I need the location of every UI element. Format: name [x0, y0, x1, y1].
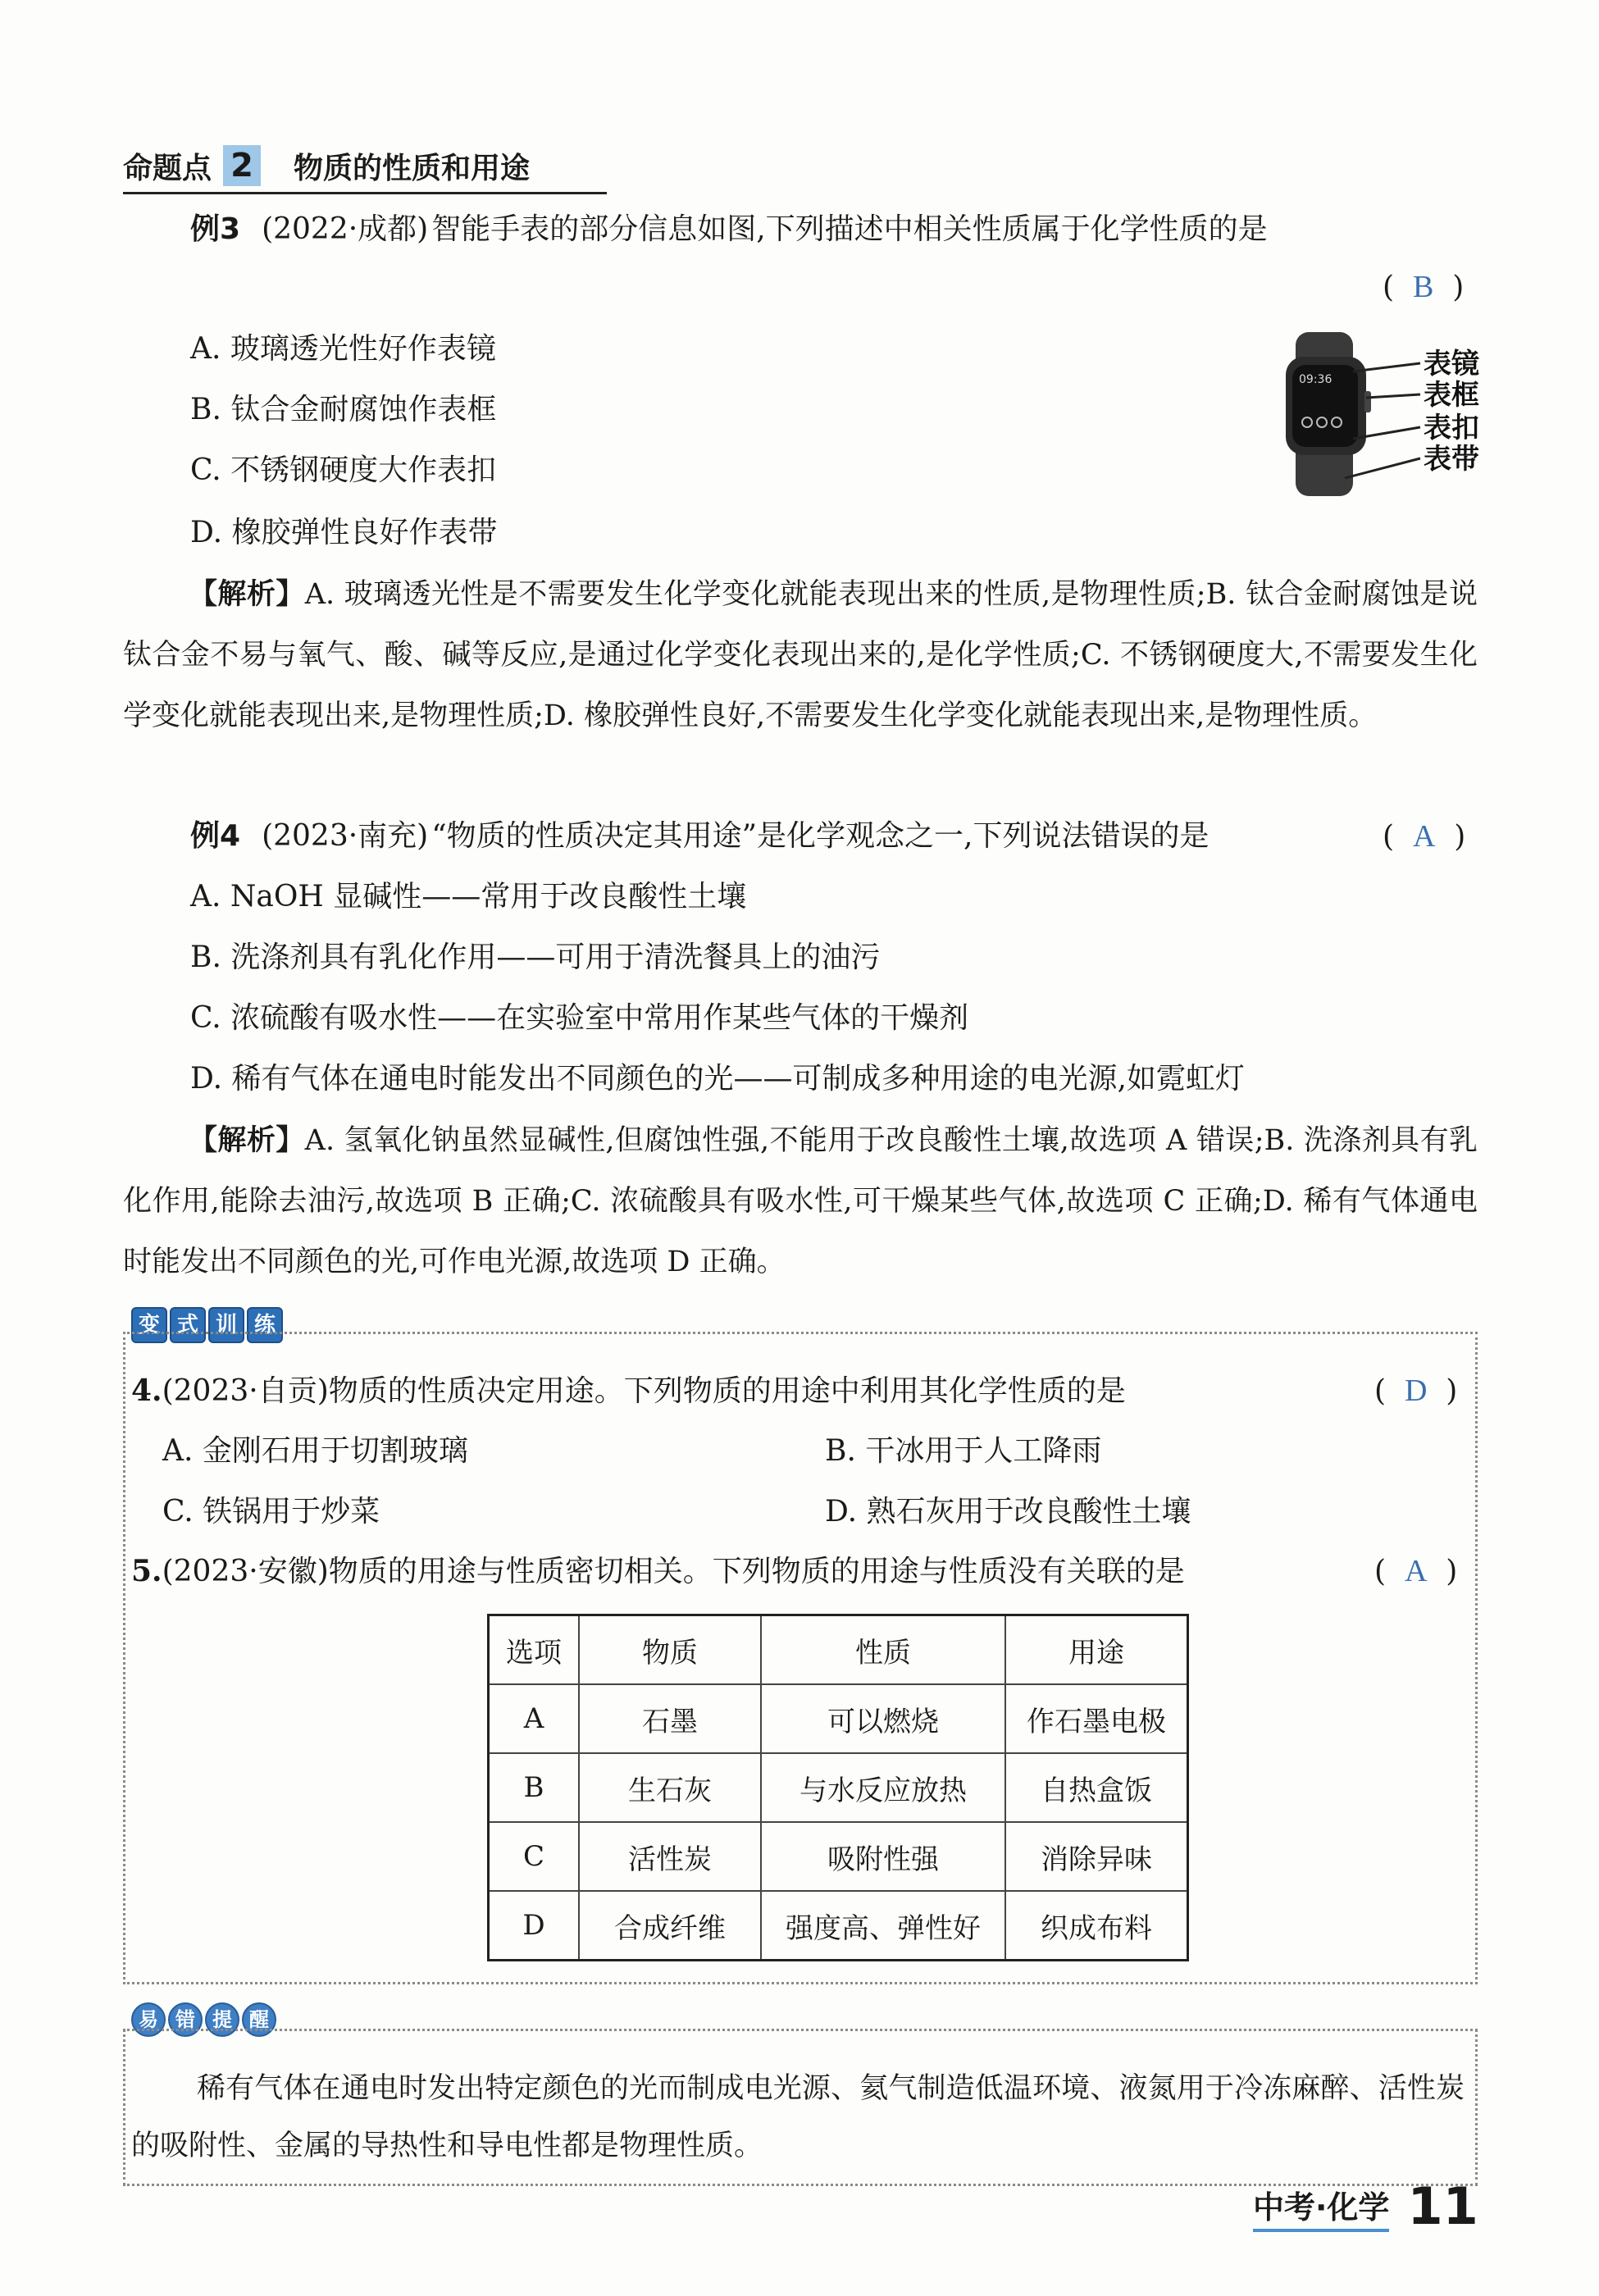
table-row [489, 1891, 1188, 1961]
q5-number: 5. [131, 1554, 162, 1588]
q4-question-text: 物质的性质决定用途。下列物质的用途中利用其化学性质的是 [328, 1374, 1126, 1408]
table-cell: 合成纤维 [579, 1891, 761, 1961]
q4-option-b: B. 干冰用于人工降雨 [825, 1434, 1102, 1468]
q4-option-c: C. 铁锅用于炒菜 [162, 1495, 380, 1528]
table-cell: 强度高、弹性好 [761, 1891, 1005, 1961]
example3-question-text: 智能手表的部分信息如图,下列描述中相关性质属于化学性质的是 [431, 212, 1268, 246]
section-label: 命题点 [123, 151, 212, 185]
q4-source: (2023·自贡) [162, 1374, 329, 1408]
table-cell: 吸附性强 [761, 1822, 1005, 1891]
table-header: 选项 [489, 1615, 580, 1685]
table-cell: 生石灰 [579, 1753, 761, 1822]
watch-crown [1364, 391, 1371, 412]
tip-text: 稀有气体在通电时发出特定颜色的光而制成电光源、氦气制造低温环境、液氮用于冷冻麻醉、活性炭的吸附性、金属的导热性和导电性都是物理性质。 [131, 2072, 1465, 2162]
example4-answer: A [1412, 819, 1436, 854]
q4-answer-bracket: ( D ) [1374, 1374, 1458, 1408]
example4-option-a: A. NaOH 显碱性——常用于改良酸性土壤 [190, 880, 747, 913]
example4-analysis-text: A. 氢氧化钠虽然显碱性,但腐蚀性强,不能用于改良酸性土壤,故选项 A 错误;B. 洗涤剂具有乳化作用,能除去油污,故选项 B 正确;C. 浓硫酸具有吸水性,可干燥某些气体,故选项 C 正确;D. 稀有气体通电时能发出不同颜色的光,可作电光源,故选项 D 正确。 [123, 1124, 1478, 1278]
q5-question-text: 物质的用途与性质密切相关。下列物质的用途与性质没有关联的是 [328, 1555, 1185, 1588]
example3-analysis [123, 564, 1478, 746]
q5-answer: A [1404, 1554, 1428, 1588]
table-row [489, 1822, 1188, 1891]
q4-option-d: D. 熟石灰用于改良酸性土壤 [825, 1495, 1191, 1528]
example3-question [190, 210, 1268, 249]
leader-line [1345, 458, 1420, 478]
figure-label-buckle: 表扣 [1424, 412, 1479, 444]
practice-badge: 变 式 训 练 [131, 1307, 283, 1343]
analysis-label: 【解析】 [189, 1124, 305, 1157]
table-header: 用途 [1005, 1615, 1188, 1685]
analysis-label: 【解析】 [189, 578, 305, 611]
table-header: 性质 [761, 1615, 1005, 1685]
q4-answer: D [1404, 1374, 1428, 1408]
footer-subject: 中考·化学 [1253, 2182, 1389, 2232]
table-cell: 石墨 [579, 1684, 761, 1753]
example4-option-b: B. 洗涤剂具有乳化作用——可用于清洗餐具上的油污 [190, 941, 881, 974]
figure-label-lens: 表镜 [1424, 348, 1479, 380]
table-cell: 作石墨电极 [1005, 1684, 1188, 1753]
q4-number: 4. [131, 1374, 162, 1408]
example4-question [190, 817, 1209, 856]
example3-answer-bracket: ( B ) [1383, 270, 1465, 304]
watch-time-text: 09:36 [1299, 373, 1332, 386]
table-header: 物质 [579, 1615, 761, 1685]
example3-option-a: A. 玻璃透光性好作表镜 [190, 332, 496, 366]
q5-source: (2023·安徽) [162, 1555, 329, 1588]
table-cell: 消除异味 [1005, 1822, 1188, 1891]
q5-question [131, 1551, 1185, 1592]
example4-option-c: C. 浓硫酸有吸水性——在实验室中常用作某些气体的干燥剂 [190, 1001, 969, 1035]
q4-question [131, 1371, 1126, 1411]
page-footer [1253, 2176, 1478, 2236]
table-cell: 织成布料 [1005, 1891, 1188, 1961]
table-cell: 活性炭 [579, 1822, 761, 1891]
table-cell: B [489, 1753, 580, 1822]
figure-label-frame: 表框 [1424, 379, 1479, 412]
leader-line [1366, 394, 1420, 398]
table-header-row [489, 1615, 1188, 1685]
table-cell: 可以燃烧 [761, 1684, 1005, 1753]
section-heading [123, 139, 607, 194]
section-title: 物质的性质和用途 [294, 151, 531, 185]
example4-source: (2023·南充) [262, 819, 429, 853]
q5-answer-bracket: ( A ) [1374, 1554, 1458, 1588]
example4-label: 例4 [190, 819, 241, 853]
smartwatch-figure [1271, 332, 1501, 496]
tip-badge: 易 错 提 醒 [131, 2002, 276, 2037]
table-cell: 自热盒饭 [1005, 1753, 1188, 1822]
page-number: 11 [1407, 2176, 1478, 2236]
example4-answer-bracket: ( A ) [1383, 819, 1466, 854]
table-cell: C [489, 1822, 580, 1891]
example3-answer: B [1412, 270, 1434, 304]
example3-option-d: D. 橡胶弹性良好作表带 [190, 516, 498, 549]
q5-table [487, 1614, 1189, 1961]
table-cell: A [489, 1684, 580, 1753]
example3-label: 例3 [190, 212, 241, 246]
section-number: 2 [223, 145, 261, 186]
table-cell: 与水反应放热 [761, 1753, 1005, 1822]
example3-option-b: B. 钛合金耐腐蚀作表框 [190, 393, 497, 426]
table-row [489, 1684, 1188, 1753]
table-row [489, 1753, 1188, 1822]
example4-analysis [123, 1110, 1478, 1292]
table-cell: D [489, 1891, 580, 1961]
example4-question-text: “物质的性质决定其用途”是化学观念之一,下列说法错误的是 [431, 819, 1210, 853]
example3-source: (2022·成都) [262, 212, 429, 246]
figure-label-strap: 表带 [1424, 443, 1479, 476]
example4-option-d: D. 稀有气体在通电时能发出不同颜色的光——可制成多种用途的电光源,如霓虹灯 [190, 1062, 1245, 1096]
example3-option-c: C. 不锈钢硬度大作表扣 [190, 453, 497, 487]
example3-analysis-text: A. 玻璃透光性是不需要发生化学变化就能表现出来的性质,是物理性质;B. 钛合金耐腐蚀是说钛合金不易与氧气、酸、碱等反应,是通过化学变化表现出来的,是化学性质;C. 不锈钢硬度大,不需要发生化学变化就能表现出来,是物理性质;D. 橡胶弹性良好,不需要发生化学变化就能表现出来,是物理性质。 [123, 578, 1478, 732]
q4-option-a: A. 金刚石用于切割玻璃 [162, 1434, 468, 1468]
